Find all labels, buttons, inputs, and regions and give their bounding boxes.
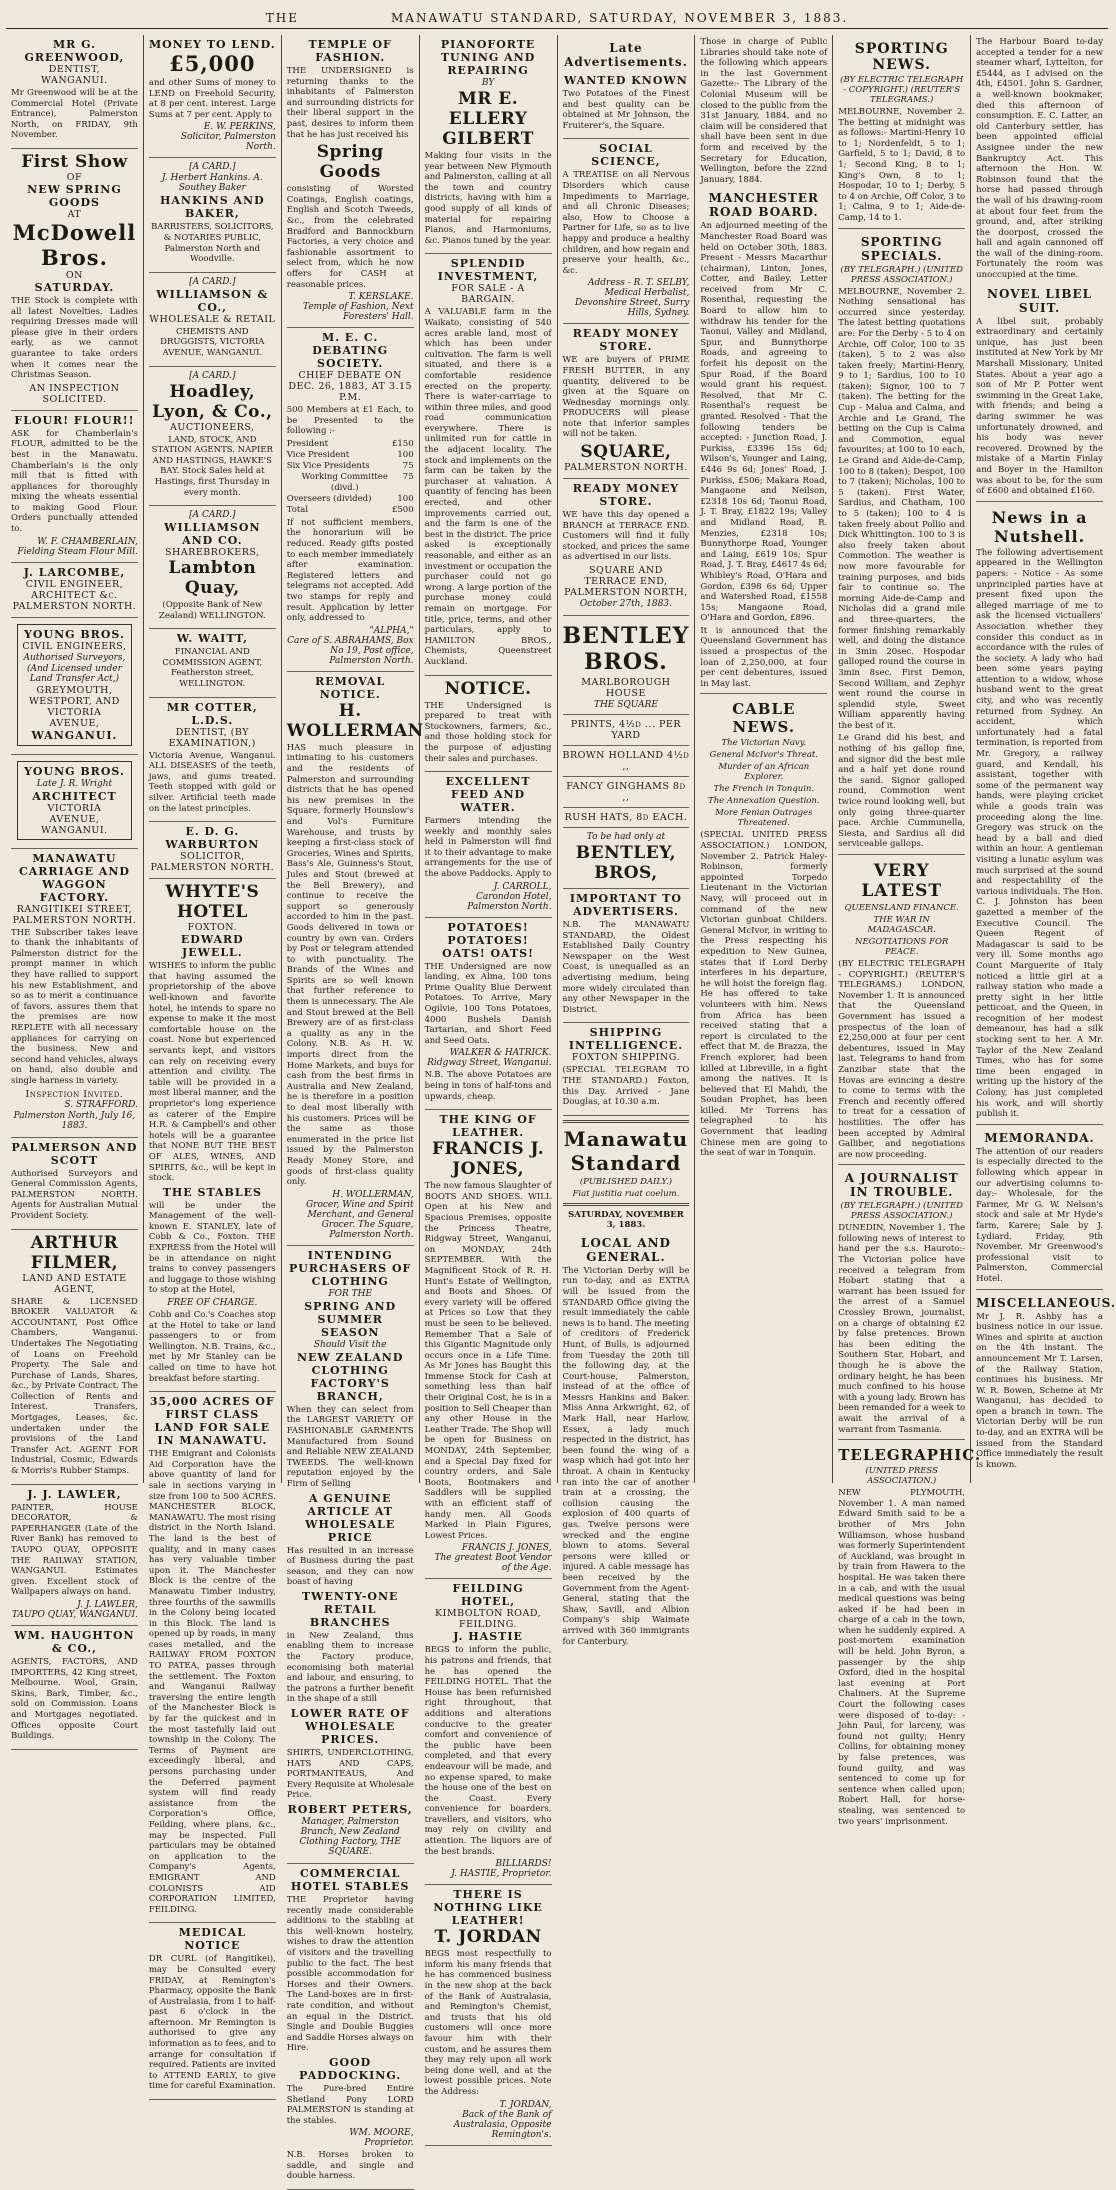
cable-news-heading: CABLE NEWS. bbox=[732, 700, 796, 737]
acres-land-ad: 35,000 ACRES OF FIRST CLASS LAND FOR SALE IN MANAWATU. THE Emigrant and Colonists Aid Corporation have the above quantity of land for sale in sections varying in size from 100 to 500 ACRES. MANCHESTER BLOCK, MANAWATU. The most rising district in the North Island. The land is the best of quality, and in many cases has very valuable timber upon it. The Manchester Block is the centre of the Manawatu Timber industry, three fourths of the sawmills in the Colony being located in this Block. The land is opened up by roads, in many cases metalled, and the RAILWAY FROM FOXTON TO PATEA, passes through the settlement. The Foxton and Wanganui Railway traversing the entire length of the Manchester Block is by far the quickest and in the most tastefully laid out township in the Colony. The Terms of Payment are exceedingly liberal, and persons purchasing under the Deferred payment system will find ready assistance from the Corporation's Office, Feilding, where plans, &c., may be inspected. Full particulars may be obtained on application to the Company's Agents, EMIGRANT AND COLONISTS AID CORPORATION LIMITED, FEILDING. bbox=[149, 1392, 276, 1923]
carriage-factory-ad: MANAWATU CARRIAGE AND WAGGON FACTORY. RANGITIKEI STREET, PALMERSTON NORTH. THE Subscriber takes leave to thank the inhabitants of Palmerston district for the prompt manner in which they have rallied to support his new Establishment, and so as to merit a continuance of favors, assures them that the premises are now REPLETE with all necessary appliances for carrying on the business. New and second hand vehicles, always on hand, also double and single harness in variety. Inspection Invited. S. STRAFFORD. Palmerston North, July 16, 1883. bbox=[11, 849, 138, 1138]
ready-money-store-ad: READY MONEY STORE. WE are buyers of PRIME FRESH BUTTER, in any quantity, delivered to be given at the Square on Wednesday mornings only. PRODUCERS will please note that inferior samples will not be taken. SQUARE, PALMERSTON NORTH. bbox=[563, 324, 690, 479]
medical-notice-ad: MEDICAL NOTICE DR CURL (of Rangitikei), may be Consulted every FRIDAY, at Remington's Pharmacy, opposite the Bank of Australasia, from 1 to half-past 6 o'clock in the afternoon. Mr Remington is authorised to give any information as to fees, and to arrange for consultation if required. Patients are invited to ATTEND EARLY, to give time for careful Examination. bbox=[149, 1923, 276, 2100]
haughton-ad: WM. HAUGHTON & CO., AGENTS, FACTORS, AND IMPORTERS, 42 King street, Melbourne. Wool, Grain, Skins, Bark, Timber, &c., sold on Commission. Loans and Mortgages negotiated. Offices opposite Court Buildings. bbox=[11, 1626, 138, 1750]
issue-date: SATURDAY, NOVEMBER 3, 1883. bbox=[568, 1209, 684, 1230]
social-science-ad: SOCIAL SCIENCE, A TREATISE on all Nervous Disorders which cause Impediments to Marriage, and all Chronic Diseases; also, How to Choose a Partner for Life, so as to live happy and produce a healthy children, and how regain and preserve your health, &c., &c. Address - R. T. SELBY, Medical Herbalist, Devonshire Street, Surry Hills, Sydney. bbox=[563, 139, 690, 324]
splendid-investment-ad: SPLENDID INVESTMENT, FOR SALE - A BARGAIN. A VALUABLE farm in the Waikato, consisting of 540 acres arable land, most of which has been under cultivation. The farm is well situated, and there is a comfortable residence erected on the property. There is water-carriage to within three miles, and good road communication everywhere. There is unlimited run for cattle in the adjacent locality. The stock and implements on the farm can be taken by the purchaser at valuation. A quantity of fencing has been erected, and other improvements carried out, and the farm is one of the best in the district. The price asked is exceptionally reasonable, and either as an investment or occupation the purchaser could not go wrong. A large portion of the purchase money could remain on mortgage. For title, price, terms, and other particulars, apply to HAMILTON BROS., Chemists, Queenstreet Auckland. bbox=[425, 254, 552, 675]
debating-row-label: Vice President bbox=[286, 449, 350, 460]
temple-of-fashion-ad: TEMPLE OF FASHION. THE UNDERSIGNED is returning thanks to the inhabitants of Palmerston and surrounding districts for their liberal support in the past, desires to inform them that he has just received his Spring Goods consisting of Worsted Coatings, English coatings, English and Scotch Tweeds, &c., from the celebrated Bradford and Bannockburn Factories, a very choice and fashionable assortment to select from, which he now offers for CASH at reasonable prices. T. KERSLAKE. Temple of Fashion, Next Foresters' Hall. bbox=[287, 35, 414, 328]
leather-ad: THERE IS NOTHING LIKE LEATHER! T. JORDAN BEGS most respectfully to inform his many friends that he has commenced business in the new shop at the back of the Bank of Australasia, and Remington's Chemist, and trusts that his old customers will once more favour him with their custom, and he assures them they may rely upon all work being done well, and at the lowest possible prices. Note the Address: T. JORDAN, Back of the Bank of Australasia, Opposite Remington's. bbox=[425, 1885, 552, 2145]
local-general-heading: LOCAL AND GENERAL. bbox=[580, 1235, 671, 1264]
column-2 bbox=[144, 35, 282, 2092]
column-7: SPORTING NEWS. (BY ELECTRIC TELEGRAPH - COPYRIGHT.) (REUTER'S TELEGRAMS.) MELBOURNE, November 2. The betting at midnight was as follows:- Martini-Henry 10 to 1; Nordenfeldt, 5 to 1; Garfield, 5 to 1; David, 8 to 1; Second King, 8 to 1; King's Own, 8 to 1; Hospodar, 10 to 1; Derby, 5 to 4 on Archie, Off Color, 3 to 1; Calma, 9 to 1; Aide-de-Camp, 14 to 1. SPORTING SPECIALS. (BY TELEGRAPH.) (UNITED PRESS ASSOCIATION.) MELBOURNE, November 2. Nothing sensational has occurred since yesterday. The latest betting quotations are: For the Derby - 5 to 4 on Archie, Off Color, 100 to 35 (taken), 5 to 2 was also taken freely; Martini-Henry, 9 to 1; Sardius, 100 to 10 (taken); Signor, 100 to 7 (taken). The betting for the Cup - Malua and Calma, and Archie and Le Grand, The betting on the Cup is Calma and Commotion, equal favourites; at 100 to 10 each, Le Grand and Aide-de-Camp, 100 to 8 (taken); Despot, 100 to 7 (taken); Nicholas, 100 to 5 (taken). First Water, Sardius, and Chatham, 100 to 5 (taken); 100 to 4 is taken freely about Pollio and Dick Whittington. 100 to 3 is also freely taken about Commotion. The weather is now more favourable for training purposes, and bids fair to continue so. The morning Aide-de-Camp and Nicholas did a grand mile and three-quarters, the former finishing remarkably well, and doing the distance in 3min 20sec. Hospodar galloped round the course in 3min 8sec. First Demon, Second William, and Zephyr went round the course in splendid style, Sweet William apparently having the best of it. Le Grand did his best, and nothing of his gallop fine, and signor did the best mile and a half yet done round the sand. Signor galloped round, Commotion went twice round looking well, but only going three-quarter pace. Archie Cummunella, Siesta, and Sardius all did serviceable gallops. VERY LATEST QUEENSLAND FINANCE. THE WAR IN MADAGASCAR. NEGOTIATIONS FOR PEACE. (BY ELECTRIC TELEGRAPH - COPYRIGHT.) (REUTER'S TELEGRAMS.) LONDON, November 1. It is announced that the Queensland Government has issued a prospectus of the loan of £2,250,000 at four per cent debentures, issued in May last. Telegrams to hand from Zanzibar state that the Hovas are evincing a desire to come to terms with the French and recently offered to treat for a cessation of hostilities. The offer has been accepted by Admiral Galliber, and negotiations are now proceeding. A JOURNALIST IN TROUBLE. (BY TELEGRAPH.) (UNITED PRESS ASSOCIATION.) DUNEDIN, November 1. The following news of interest to hand per the s.s. Hauroto:- The Victorian police have received a telegram from Hobart stating that a warrant has been issued for the arrest of a Samuel Crossley Brown, journalist, on a charge of obtaining £2 by false pretences. Brown has been editing the Southern Star, Hobart, and though he is above the ordinary height, he has been much confined to his house with a young lady. Brown has been remanded for a week to await the arrival of a warrant from Tasmania. TELEGRAPHIC. (UNITED PRESS ASSOCIATION.) NEW PLYMOUTH, November 1. A man named Edward Smith said to be a brother of Mrs John Williamson, whose husband was formerly Superintendent of Auckland, was brought in by train from Hawera to the hospital. He was taken there in a cab, and with the usual medical questions was being asked if he had been in charge of a cab in the town, when he suddenly expired. A post-mortem examination will be held. John Byron, a passenger by the ship Oxford, died in the hospital last evening at Port Chalmers. At the Supreme Court the following cases were disposed of to-day: - John Paul, for larceny, was found not guilty; Henry Collins, for obtaining money by false pretences, was found guilty, and was sentenced to come up for sentence when called upon; Robert Hall, for horse-stealing, was sentenced to two years' imprisonment. bbox=[833, 35, 971, 1483]
feilding-hotel-ad: FEILDING HOTEL, KIMBOLTON ROAD, FEILDING. J. HASTIE BEGS to inform the public, his patrons and friends, that he has opened the FEILDING HOTEL. That the House has been refurnished right throughout, that additions and alterations conducive to the greater comfort and convenience of the public have been completed, and that every endeavour will be made, and no expense spared, to make the house one of the best on the Coast. Every convenience for boarders, travellers, and visitors, who may rely on civility and attention. The liquors are of the best brands. BILLIARDS! J. HASTIE, Proprietor. bbox=[425, 1579, 552, 1885]
memoranda-heading: MEMORANDA. bbox=[984, 1130, 1095, 1145]
debating-row-label: Overseers (divided) bbox=[286, 493, 372, 504]
money-to-lend-ad: MONEY TO LEND. £5,000 and other Sums of money to LEND on Freehold Security, at 8 per cent. interest. Large Sums at 7 per cent. Apply to E. W. PERKINS, Solicitor, Palmerston North. bbox=[149, 35, 276, 158]
palmerson-scott-ad: PALMERSON AND SCOTT Authorised Surveyors and General Commission Agents, PALMERSTON NORTH. Agents for Australian Mutual Provident Society. bbox=[11, 1138, 138, 1230]
cotter-dentist-ad: MR COTTER, L.D.S. DENTIST, (BY EXAMINATION,) Victoria Avenue, Wanganui. ALL DISEASES of the teeth, jaws, and gums treated. Teeth stopped with gold or silver. Artificial teeth made on the latest principles. bbox=[149, 698, 276, 823]
ready-money-branch-ad: READY MONEY STORE. WE have this day opened a BRANCH at TERRACE END. Customers will find it fully stocked, and prices the same as advertised in our lists. SQUARE AND TERRACE END, PALMERSTON NORTH, October 27th, 1883. bbox=[563, 479, 690, 616]
public-libraries-text: Those in charge of Public Libraries should take note of the following which appears in the last Government Gazette:- The Library of the Colonial Museum will be closed to the public from the 31st January, 1884, and no claim will be considered that shall have been sent in due form and received by the Secretary for Education, Wellington, before the 22nd January, 1884. bbox=[700, 37, 828, 185]
telegraphic-heading: TELEGRAPHIC. bbox=[838, 1446, 982, 1465]
column-1 bbox=[6, 35, 144, 1742]
whytes-hotel-ad: WHYTE'S HOTEL FOXTON. EDWARD JEWELL. WISHES to inform the public that having assumed the proprietorship of the above well-known and favorite hotel, he intends to spare no expense to make it the most comfortable house on the coast. None but experienced servants kept, and visitors can rely on receiving every attention and civility. The table will be provided in a most liberal manner, and the proprietor's long experience as caterer of the Empire H.R. & Campbell's and other hotels will be a guarantee that NONE BUT THE BEST OF ALES, WINES, AND SPIRITS, &c., will be kept in stock. THE STABLES will be under the Management of the well-known E. STANLEY, late of Cobb & Co., Foxton. THE EXPRESS from the Hotel will be in attendance on night trains to convey passengers and luggage to those wishing to stop at the Hotel, FREE OF CHARGE. Cobb and Co.'s Coaches stop at the Hotel to take or land passengers to or from Wellington. N.B. Trains, &c., met by Mr Stanley can be called on time to have hot breakfast before starting. bbox=[149, 879, 276, 1392]
debating-row-value: £500 bbox=[391, 504, 414, 515]
young-architect-ad: YOUNG BROS. Late J. R. Wright ARCHITECT VICTORIA AVENUE, WANGANUI. bbox=[11, 755, 138, 849]
commercial-stables-ad: COMMERCIAL HOTEL STABLES THE Proprietor having recently made considerable additions to the stabling at this well-known hostelry, wishes to draw the attention of visitors and the travelling public to the fact. The best possible accommodation for Horses and their Owners. The Land-boxes are in first-rate condition, and without an equal in the District. Single and Double Buggies and Saddle Horses always on Hire. GOOD PADDOCKING. The Pure-bred Entire Shetland Pony LORD PALMERSTON is standing at the stables. WM. MOORE, Proprietor. N.B. Horses broken to saddle, and single and double harness. bbox=[287, 1864, 414, 2190]
masthead-left: THE bbox=[265, 11, 299, 25]
sporting-news-heading: SPORTING NEWS. bbox=[854, 41, 949, 73]
journalist-heading: A JOURNALIST IN TROUBLE. bbox=[844, 1171, 959, 1200]
masthead bbox=[6, 8, 1108, 29]
young-bros-ad: YOUNG BROS. CIVIL ENGINEERS, Authorised Surveyors, (And Licensed under Land Transfer Act,) GREYMOUTH, WESTPORT, AND VICTORIA AVENUE, WANGANUI. bbox=[11, 618, 138, 755]
paper-nameplate: Manawatu Standard bbox=[563, 1126, 689, 1175]
feed-water-ad: EXCELLENT FEED AND WATER. Farmers intending the weekly and monthly sales held in Palmerston will find it to their advantage to make arrangements for the use of the above Paddocks. Apply to J. CARROLL, Carondon Hotel, Palmerston North. bbox=[425, 772, 552, 918]
boots-ad: THE KING OF LEATHER. FRANCIS J. JONES, The now famous Slaughter of BOOTS AND SHOES. WILL Open at his New and Spacious Premises, opposite the Princess Theatre, Ridgway Street, Wanganui, on MONDAY, 24th SEPTEMBER. With the Magnificent Stock of R. H. Hunt's Estate of Wellington, and Boots and Shoes. Of every variety will be offered at Prices so Low that they must be seen to be believed. Remember That a Sale of this Gigantic Magnitude only occurs once in a Life Time. As Mr Jones has Bought this Immense Stock for Cash at something less than half their Original Cost, he is in a position to Sell Cheaper than any other House in the Leather Trade. The Shop will be open for Business on MONDAY, 24th September, and a Special Day fixed for country orders, and Sale Boots, Bootmakers and Saddlers will be supplied with an efficient staff of handy men. All Goods Marked in Plain Figures, Lowest Prices. FRANCIS J. JONES, The greatest Boot Vendor of the Age. bbox=[425, 1110, 552, 1579]
debating-row-value: 75 bbox=[402, 471, 414, 482]
masthead-title: MANAWATU STANDARD, SATURDAY, NOVEMBER 3, 1883. bbox=[390, 11, 849, 25]
debating-row bbox=[287, 461, 414, 472]
debating-row-value: 75 bbox=[402, 460, 414, 471]
waitt-ad: W. WAITT, FINANCIAL AND COMMISSION AGENT, Featherston street, WELLINGTON. bbox=[149, 629, 276, 697]
greenwood-ad: MR G. GREENWOOD, DENTIST, WANGANUI. Mr Greenwood will be at the Commercial Hotel (Private Entrance), Palmerston North, on FRIDAY, 9th November. bbox=[11, 35, 138, 149]
williamson-sharebrokers-ad: [A CARD.] WILLIAMSON AND CO. SHAREBROKERS, Lambton Quay, (Opposite Bank of New Zealand) WELLINGTON. bbox=[149, 506, 276, 629]
hoadley-lyon-ad: [A CARD.] Hoadley, Lyon, & Co., AUCTIONEERS, LAND, STOCK, AND STATION AGENTS. NAPIER AND HASTINGS, HAWKE'S BAY. Stock Sales held at Hastings, first Thursday in every month. bbox=[149, 367, 276, 507]
debating-table bbox=[287, 439, 414, 516]
hankins-baker-ad: [A CARD.] J. Herbert Hankins. A. Southey Baker HANKINS AND BAKER, BARRISTERS, SOLICITORS, & NOTARIES PUBLIC, Palmerston North and Woodville. bbox=[149, 158, 276, 272]
important-advertisers-ad: IMPORTANT TO ADVERTISERS. N.B. The MANAWATU STANDARD, the Oldest Established Daily Country Newspaper on the West Coast, is unequalled as an advertising medium, being more widely circulated than any other Newspaper in the District. bbox=[563, 889, 690, 1023]
williamson-chemists-ad: [A CARD.] WILLIAMSON & CO., WHOLESALE & RETAIL CHEMISTS AND DRUGGISTS, VICTORIA AVENUE, WANGANUI. bbox=[149, 273, 276, 367]
late-ads-heading: Late Advertisements. bbox=[564, 41, 688, 69]
mcdowell-ad: First Show OF NEW SPRING GOODS AT McDowell Bros. ON SATURDAY. THE Stock is complete with all latest Novelties. Ladies requiring Dresses made will please give in their orders early, as we cannot guarantee to take orders when it comes near the Christmas Season. AN INSPECTION SOLICITED. bbox=[11, 149, 138, 411]
local-general-text: The Victorian Derby will be run to-day, and as EXTRA will be issued from the STANDARD Office giving the result immediately the cable news is to hand. The meeting of creditors of Frederick Hunt, of Bulls, is adjourned from Tuesday the 20th till the following day, at the Court-house, Palmerston, instead of at the office of Messrs Hankins and Baker. Miss Anna Arkwright, 62, of Mark Hall, near Harlow, Essex, a lady much respected in the district, has been found the wing of a wasp which had got into her throat. A chain in Kentucky ran into the car of another train at a crossing, the collision causing the explosion of 400 quarts of gas. Twelve persons were wrecked and the engine blown to atoms. Several persons were killed or injured. A cable message has been received by the Government from the Agent-General, stating that the Shaw, Savill, and Albion Company's ship Waimate arrived with 360 immigrants for Canterbury. bbox=[562, 1265, 690, 1647]
bentley-bros-ad: BENTLEY BROS. MARLBOROUGH HOUSE THE SQUARE PRINTS, 4½d ... PER YARD BROWN HOLLAND 4½d ,, FANCY GINGHAMS 8d ,, RUSH HATS, 8d EACH. To be had only at BENTLEY, BROS, bbox=[563, 616, 690, 889]
debating-row bbox=[287, 439, 414, 450]
column-4 bbox=[420, 35, 558, 2140]
very-latest-heading: VERY LATEST bbox=[861, 861, 943, 901]
debating-row-value: 100 bbox=[397, 493, 414, 504]
shipping-intelligence: SHIPPING INTELLIGENCE. FOXTON SHIPPING. (SPECIAL TELEGRAM TO THE STANDARD.) Foxton, this Day. Arrived - Jane Douglas, at 10.30 a.m. bbox=[563, 1023, 690, 1115]
potatoes-ad: POTATOES! POTATOES! OATS! OATS! THE Undersigned are now landing, ex Alma, 100 tons Prime Quality Blue Derwent Potatoes. To Arrive, Mary Ogilvie, 100 Tons Potatoes, 4000 Bushels Danish Tartarian, and Short Feed and Seed Oats. WALKER & HATRICK. Ridgway Street, Wanganui. N.B. The above Potatoes are being in tons of half-tons and upwards, cheap. bbox=[425, 918, 552, 1111]
debating-row-value: 100 bbox=[397, 449, 414, 460]
clothing-factory-ad: INTENDING PURCHASERS OF CLOTHING FOR THE SPRING AND SUMMER SEASON Should Visit the NEW ZEALAND CLOTHING FACTORY'S BRANCH, When they can select from the LARGEST VARIETY OF FASHIONABLE GARMENTS Manufactured from Sound and Reliable NEW ZEALAND TWEEDS. The well-known reputation enjoyed by the Firm of Selling A GENUINE ARTICLE AT WHOLESALE PRICE Has resulted in an increase of Business during the past season, and they can now boast of having TWENTY-ONE RETAIL BRANCHES in New Zealand, thus enabling them to increase the Factory produce, economising both material and labour, and ensuring, to the patrons a further benefit in the shape of a still LOWER RATE OF WHOLESALE PRICES. SHIRTS, UNDERCLOTHING, HATS AND CAPS, PORTMANTEAUS, And Every Requisite at Wholesale Price. ROBERT PETERS, Manager, Palmerston Branch, New Zealand Clothing Factory, THE SQUARE. bbox=[287, 1246, 414, 1864]
road-board-text: An adjourned meeting of the Manchester Road Board was held on October 30th, 1883. Present - Messrs Macarthur (chairman), Linton, Jones, Cotter, and Bailey. Letter received from Mr C. Rosenthal, requesting the Board to allow him to withdraw his tender for the Taonui, Valley and Midland, Spur, and Bunnythorpe Roads, and agreeing to forfeit his deposit on the Spur Road, if the Board would grant his request. Resolved, that Mr C. Rosenthal's request be granted. Resolved - That the following tenders be accepted: - Junction Road, J. Purkiss, £3396 15s 6d; Wilson's, Younger and Laing, £446 9s 6d; Jones' Road, J. Purkiss, £506; Makara Road, Mangaone and Neilson, £2318 10s 6d; Taonui Road, J. T. Bray, £1822 19s; Valley and Midland Road, R. Menzies, £2318 10s; Bunnythorpe Road, Younger and Laing, £619 10s; Spur Road, J. T. Bray, £4617 4s 6d; Whibley's Road, O'Hara and Gordon, £398 6s 6d; Upper and Watershed Road, £1558 15s; Mangaone Road, O'Hara and Gordon, £896. bbox=[700, 221, 828, 624]
column-6: Those in charge of Public Libraries should take note of the following which appears in the last Government Gazette:- The Library of the Colonial Museum will be closed to the public from the 31st January, 1884, and no claim will be considered that shall have been sent in due form and received by the Secretary for Education, Wellington, before the 22nd January, 1884. MANCHESTER ROAD BOARD. An adjourned meeting of the Manchester Road Board was held on October 30th, 1883. Present - Messrs Macarthur (chairman), Linton, Jones, Cotter, and Bailey. Letter received from Mr C. Rosenthal, requesting the Board to allow him to withdraw his tender for the Taonui, Valley and Midland, Spur, and Bunnythorpe Roads, and agreeing to forfeit his deposit on the Spur Road, if the Board would grant his request. Resolved, that Mr C. Rosenthal's request be granted. Resolved - That the following tenders be accepted: - Junction Road, J. Purkiss, £3396 15s 6d; Wilson's, Younger and Laing, £446 9s 6d; Jones' Road, J. Purkiss, £506; Makara Road, Mangaone and Neilson, £2318 10s 6d; Taonui Road, J. T. Bray, £1822 19s; Valley and Midland Road, R. Menzies, £2318 10s; Bunnythorpe Road, Younger and Laing, £619 10s; Spur Road, J. T. Bray, £4617 4s 6d; Whibley's Road, O'Hara and Gordon, £398 6s 6d; Upper and Watershed Road, £1558 15s; Mangaone Road, O'Hara and Gordon, £896. It is announced that the Queensland Government has issued a prospectus of the loan of 2,250,000, at four per cent debentures, issued in May last. CABLE NEWS. The Victorian Navy. General McIvor's Threat. Murder of an African Explorer. The French in Tonquin. The Annexation Question. More Fenian Outrages Threatened. (SPECIAL UNITED PRESS ASSOCIATION.) LONDON, November 2. Patrick Haley-Robinson, formerly appointed Torpedo Lieutenant in the Victorian Navy, will proceed out in command of the new Victorian gunboat Childers. General McIvor, in writing to the Press respecting his expedition to New Guinea, states that if Lord Derby interferes in his departure, he will hoist the foreign flag. He has offered to take volunteers with him. News from Africa has been received stating that a report is circulated to the effect that M. de Brazza, the French explorer, had been killed at Libreville, in a fight among the natives. It is believed that El Mahdi, the Soudan Prophet, has been killed. Mr Torrens has telegraphed to his Government that leading Chinese men are going to the seat of war in Tonquin. bbox=[695, 35, 833, 1483]
filmer-ad: ARTHUR FILMER, LAND AND ESTATE AGENT, SHARE & LICENSED BROKER VALUATOR & ACCOUNTANT, Post Office Chambers, Wanganui. Undertakes The Negotiating of Loans on Freehold Property. The Sale and Purchase of Lands, Shares, &c., by Private Contract. The Collection of Rents and Interest. Transfers, Mortgages, Leases, &c. undertaken under the provisions of the Land Transfer Act. AGENT FOR Industrial, Cosmic, Edwards & Morris's Rubber Stamps. bbox=[11, 1230, 138, 1485]
road-board-heading: MANCHESTER ROAD BOARD. bbox=[708, 191, 819, 220]
debating-row-label: Six Vice Presidents bbox=[286, 460, 370, 471]
column-5: Late Advertisements. WANTED KNOWN Two Potatoes of the Finest and best quality can be obtained at Mr Johnson, the Fruiterer's, the Square. SOCIAL SCIENCE, A TREATISE on all Nervous Disorders which cause Impediments to Marriage, and all Chronic Diseases; also, How to Choose a Partner for Life, so as to live happy and produce a healthy children, and how regain and preserve your health, &c., &c. Address - R. T. SELBY, Medical Herbalist, Devonshire Street, Surry Hills, Sydney. READY MONEY STORE. WE are buyers of PRIME FRESH BUTTER, in any quantity, delivered to be given at the Square on Wednesday mornings only. PRODUCERS will please note that inferior samples will not be taken. SQUARE, PALMERSTON NORTH. READY MONEY STORE. WE have this day opened a BRANCH at TERRACE END. Customers will find it fully stocked, and prices the same as advertised in our lists. SQUARE AND TERRACE END, PALMERSTON NORTH, October 27th, 1883. BENTLEY BROS. MARLBOROUGH HOUSE THE SQUARE PRINTS, 4½d ... PER YARD BROWN HOLLAND 4½d ,, FANCY GINGHAMS 8d ,, RUSH HATS, 8d EACH. To be had only at BENTLEY, BROS, IMPORTANT TO ADVERTISERS. N.B. The MANAWATU STANDARD, the Oldest Established Daily Country Newspaper on the West Coast, is unequalled as an advertising medium, being more widely circulated than any other Newspaper in the District. SHIPPING INTELLIGENCE. FOXTON SHIPPING. (SPECIAL TELEGRAM TO THE STANDARD.) Foxton, this Day. Arrived - Jane Douglas, at 10.30 a.m. Manawatu Standard (PUBLISHED DAILY.) Fiat justitia ruat coelum. SATURDAY, NOVEMBER 3, 1883. LOCAL AND GENERAL. The Victorian Derby will be run to-day, and as EXTRA will be issued from the STANDARD Office giving the result immediately the cable news is to hand. The meeting of creditors of Frederick Hunt, of Bulls, is adjourned from Tuesday the 20th till the following day, at the Court-house, Palmerston, instead of at the office of Messrs Hankins and Baker. Miss Anna Arkwright, 62, of Mark Hall, near Harlow, Essex, a lady much respected in the district, has been found the wing of a wasp which had got into her throat. A chain in Kentucky ran into the car of another train at a crossing, the collision causing the explosion of 400 quarts of gas. Twelve persons were wrecked and the engine blown to atoms. Several persons were killed or injured. A cable message has been received by the Government from the Agent-General, stating that the Shaw, Savill, and Albion Company's ship Waimate arrived with 360 immigrants for Canterbury. bbox=[558, 35, 696, 1483]
debating-row-label: President bbox=[286, 438, 329, 449]
debating-row bbox=[287, 505, 414, 516]
piano-tuning-ad: PIANOFORTE TUNING AND REPAIRING BY MR E. ELLERY GILBERT Making four visits in the year between New Plymouth and Palmerston, calling at all the town and country districts, having with him a good supply of all kinds of material for repairing Pianos, and Harmoniums, &c. Pianos tuned by the year. bbox=[425, 35, 552, 254]
debating-row bbox=[287, 494, 414, 505]
larcombe-ad: J. LARCOMBE, CIVIL ENGINEER, ARCHITECT &c. PALMERSTON NORTH. bbox=[11, 563, 138, 618]
debating-row bbox=[287, 450, 414, 461]
debating-row-label: Working Committee (divd.) bbox=[301, 471, 388, 493]
debating-society-ad: M. E. C. DEBATING SOCIETY. CHIEF DEBATE ON DEC. 26, 1883, AT 3.15 P.M. 500 Members at £1 Each, to be Presented to the following :- President £150 Vice President 100 Six Vice Presidents 75 Working Committee (divd.) 75 Overseers (divided) 100 Total £500 If not sufficient members, the honorarium will be reduced. Ready gifts posted to each member immediately after examination. Registered letters and telegrams not accepted. Add two stamps for reply and result. Application by letter only, addressed to "ALPHA," Care of S. ABRAHAMS, Box No 19, Post office, Palmerston North. bbox=[287, 328, 414, 672]
removal-notice-ad: REMOVAL NOTICE. H. WOLLERMAN HAS much pleasure in intimating to his customers and the residents of Palmerston and surrounding districts that he has opened his new premises in the Square, formerly Hounslow's and Vol's Furniture Warehouse, and trusts by keeping a first-class stock of Groceries, Wines and Spirits, Bass's Ale, Guinness's Stout, Jules and Stout (brewed at the Bell Brewery), and continue to receive the support so generously accorded to him in the past. Goods delivered in town or country by own van. Orders by Post or telegram attended to with punctuality. The Brands of the Wines and Spirits are so well known that further reference to them is unnecessary. The Ale and Stout brewed at the Bell Brewery are of as first-class a quality as any in the Colony. N.B. As H. W. imports direct from the Home Markets, and buys for cash from the best firms in Australia and New Zealand, he is therefore in a position to deal most liberally with his customers. Prices will be the same as those enumerated in the price list issued by the Palmerston Ready Money Store, and goods of first-class quality only. H. WOLLERMAN, Grocer, Wine and Spirit Merchant, and General Grocer. The Square, Palmerston North. bbox=[287, 672, 414, 1246]
nutshell-heading: News in a Nutshell. bbox=[991, 507, 1088, 546]
libel-suit-heading: NOVEL LIBEL SUIT. bbox=[987, 286, 1093, 315]
flour-ad: FLOUR! FLOUR!! ASK for Chamberlain's FLOUR, admitted to be the best in the Manawatu. Chamberlain's is the only mill that is fitted with appliances for thoroughly mixing the wheats essential to making Good Flour. Orders punctually attended to. W. F. CHAMBERLAIN, Fielding Steam Flour Mill. bbox=[11, 411, 138, 563]
sporting-specials-heading: SPORTING SPECIALS. bbox=[860, 234, 943, 263]
cable-news-text: (SPECIAL UNITED PRESS ASSOCIATION.) LONDON, November 2. Patrick Haley-Robinson, formerly appointed Torpedo Lieutenant in the Victorian Navy, will proceed out in command of the new Victorian gunboat Childers. General McIvor, in writing to the Press respecting his expedition to New Guinea, states that if Lord Derby interferes in his departure, he will hoist the foreign flag. He has offered to take volunteers with him. News from Africa has been received stating that a report is circulated to the effect that M. de Brazza, the French explorer, had been killed at Libreville, in a fight among the natives. It is believed that El Mahdi, the Soudan Prophet, has been killed. Mr Torrens has telegraphed to his Government that leading Chinese men are going to the seat of war in Tonquin. bbox=[700, 830, 828, 1159]
mcdowell-name: McDowell Bros. bbox=[12, 219, 137, 270]
debating-row-label: Total bbox=[286, 504, 309, 515]
miscellaneous-heading: MISCELLANEOUS. bbox=[976, 1295, 1116, 1310]
column-3 bbox=[282, 35, 424, 2182]
lawler-ad: J. J. LAWLER, PAINTER, HOUSE DECORATOR, & PAPERHANGER (Late of the River Bank) has removed to TAUPO QUAY, OPPOSITE THE RAILWAY STATION, WANGANUI. Estimates given. Excellent stock of Wallpapers always on hand. J. J. LAWLER, TAUPO QUAY, WANGANUI. bbox=[11, 1485, 138, 1626]
notice-ad: NOTICE. THE Undersigned is prepared to treat with Stockowners, farmers, &c., and those holding stock for the purpose of adjusting their sales and purchases. bbox=[425, 676, 552, 773]
debating-row-value: £150 bbox=[391, 438, 414, 449]
debating-row bbox=[287, 472, 414, 494]
wanted-known-ad: WANTED KNOWN Two Potatoes of the Finest and best quality can be obtained at Mr Johnson, the Fruiterer's, the Square. bbox=[563, 71, 690, 139]
harbour-text: The Harbour Board to-day accepted a tender for a new steamer wharf, Lyttelton, for £5444, as I advised on the 4th, £4501. John S. Gardner, a well-known bookmaker, died this afternoon of consumption. E. C. Latter, an old Canterbury settler, has been appointed official Assignee under the new Bankruptcy Act. This afternoon the Hon. W. Robinson found that the horse had passed through the wall of his drawing-room at about four feet from the ground, and, after striking the doorpost, crossed the hall and again cannoned off the wall of the dining-room. Fortunately the room was unoccupied at the time. bbox=[976, 37, 1103, 281]
column-8: The Harbour Board to-day accepted a tender for a new steamer wharf, Lyttelton, for £5444, as I advised on the 4th, £4501. John S. Gardner, a well-known bookmaker, died this afternoon of consumption. E. C. Latter, an old Canterbury settler, has been appointed official Assignee under the new Bankruptcy Act. This afternoon the Hon. W. Robinson found that the horse had passed through the wall of his drawing-room at about four feet from the ground, and, after striking the doorpost, crossed the hall and again cannoned off the wall of the dining-room. Fortunately the room was unoccupied at the time. NOVEL LIBEL SUIT. A libel suit, probably extraordinary and certainly unique, has just been instituted at New York by Mr Marshall Missionary, United States. About a year ago a son of Mr P. Potter went swimming in the Great Lake, with friends; and being a daring swimmer he was unfortunately drowned, and his body was never recovered. Drowned by the mistake of a Martin Finlay and Boyer in the Hamilton was about to be, for the sum of £600 and obtained £160. News in a Nutshell. The following advertisement appeared in the Wellington papers: - Notice - As some unprincipled parties have at present fixed upon the alleged marriage of me to ask the licensed victuallers' Association whether they consider this conduct as in accordance with the rules of the society. A lady who had been some years paying attention to a widow, whose husband went to the great city, and who was recently returned from Sydney. An accident, which unfortunately had a fatal termination, is reported from Mr. Gregory, a railway guard, and Kendall, his assistant, together with some of the permanent way hands, were playing cricket while a goods train was proceeding along the line. Gregory was struck on the head by a ball and died within an hour. A gentleman visiting a lunatic asylum was much surprised at the sound and respectability of the various individuals. The Hon. C. J. Johnston has been gazetted a member of the Executive Council. The Queen Regent of Madagascar is said to be very ill. Some months ago Count Marguerite of Italy noticed a little girl at a railway station who made a pretty sight in her little petticoat, and the Queen, in recognition of her modest demeanour, has had a silk stocking sent to her. A Mr. Taylor of the New Zealand Times, who has for some time been engaged in writing up the history of the Colony, has just completed his work, and will shortly publish it. MEMORANDA. The attention of our readers is especially directed to the following which appear in our advertising columns to-day:- Wholesale, for the Farmer, Mr G. W. Nelson's stock and sale at Mr Hyde's farm, Karere; Sale by J. Lydiard. Friday, 9th November. Mr Greenwood's professional visit to Palmerston, Commercial Hotel. MISCELLANEOUS. Mr J. R. Ashby has a business notice in our issue. Wines and spirits at auction on the 4th instant. The announcement Mr T. Larsen, of the Railway Station, continues his business. Mr W. R. Bowen, Scheme at Mr Wanganui, has decided to open a branch in town. The Victorian Derby will be run to-day, and an EXTRA will be issued from the Standard Office immediately the result is known. bbox=[976, 37, 1116, 1470]
warburton-ad: E. D. G. WARBURTON SOLICITOR, PALMERSTON NORTH. bbox=[149, 822, 276, 879]
